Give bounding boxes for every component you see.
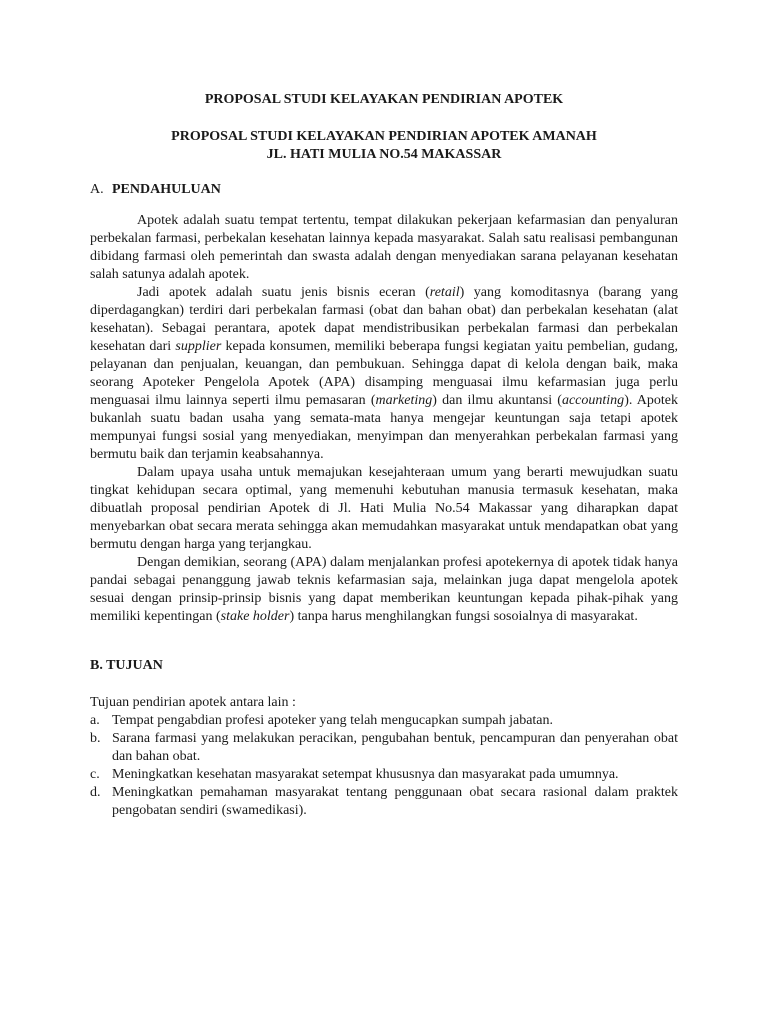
section-b-heading: B. TUJUAN bbox=[90, 658, 163, 673]
p2-italic-supplier: supplier bbox=[175, 339, 222, 354]
paragraph-3: Dalam upaya usaha untuk memajukan kesejahteraan umum yang berarti mewujudkan suatu tingkat kehidupan secara optimal, yang memenuhi kebutuhan manusia termasuk kesehatan, maka dibuatlah proposal pendirian Apotek di Jl. Hati Mulia No.54 Makassar yang diharapkan dapat menyebarkan obat secara merata sehingga akan memudahkan masyarakat untuk mendapatkan obat yang bermutu dengan harga yang terjangkau. bbox=[90, 465, 678, 552]
p2-italic-marketing: marketing bbox=[375, 393, 433, 408]
paragraph-4 bbox=[90, 554, 678, 626]
subtitle-line-2: JL. HATI MULIA NO.54 MAKASSAR bbox=[266, 147, 502, 162]
tujuan-intro: Tujuan pendirian apotek antara lain : bbox=[90, 695, 296, 710]
p2-text-2: ) yang komoditasnya (barang yang diperdagangkan) terdiri dari perbekalan farmasi (obat dan bahan obat) dan perbekalan kesehatan (alat kesehatan). Sebagai perantara, apotek dapat mendistribusikan perbekalan farmasi dan perbekalan kesehatan dari bbox=[90, 285, 678, 354]
p2-text-3: kepada konsumen, memiliki beberapa fungsi kegiatan yaitu pembelian, gudang, pelayanan dan penjualan, keuangan, dan pembukuan. Sehingga dapat di kelola dengan baik, maka seorang Apoteker Pengelola Apotek (APA) disamping menguasai ilmu kefarmasian juga perlu menguasai ilmu lainnya seperti ilmu pemasaran ( bbox=[90, 339, 678, 408]
section-a-letter: A. bbox=[90, 182, 104, 197]
p2-italic-retail: retail bbox=[429, 285, 460, 300]
p2-text-5: ). Apotek bukanlah suatu badan usaha yang semata-mata hanya mengejar keuntungan saja tetapi apotek mempunyai fungsi sosial yang menyediakan, menyimpan dan menyerahkan perbekalan farmasi yang bermutu baik dan terjamin keabsahannya. bbox=[90, 393, 678, 462]
list-item bbox=[90, 784, 678, 820]
document-title: PROPOSAL STUDI KELAYAKAN PENDIRIAN APOTEK bbox=[204, 92, 564, 107]
list-item bbox=[90, 730, 678, 766]
list-item-text: Sarana farmasi yang melakukan peracikan, pengubahan bentuk, pencampuran dan penyerahan obat dan bahan obat. bbox=[112, 731, 678, 764]
document-subtitle bbox=[0, 128, 768, 164]
section-a-body bbox=[90, 212, 678, 626]
section-a-title: PENDAHULUAN bbox=[112, 182, 221, 197]
subtitle-line-1: PROPOSAL STUDI KELAYAKAN PENDIRIAN APOTEK AMANAH bbox=[171, 129, 597, 144]
list-marker: a. bbox=[90, 713, 100, 728]
list-item-text: Meningkatkan pemahaman masyarakat tentang penggunaan obat secara rasional dalam praktek pengobatan sendiri (swamedikasi). bbox=[112, 785, 678, 818]
p4-text-1: Dengan demikian, seorang (APA) dalam menjalankan profesi apotekernya di apotek tidak hanya pandai sebagai penanggung jawab teknis kefarmasian saja, melainkan juga dapat mengelola apotek sesuai dengan prinsip-prinsip bisnis yang dapat memberikan keuntungan kepada pihak-pihak yang memiliki kepentingan ( bbox=[90, 555, 678, 624]
list-item-text: Tempat pengabdian profesi apoteker yang telah mengucapkan sumpah jabatan. bbox=[112, 713, 554, 728]
p4-italic-stake-holder: stake holder bbox=[220, 609, 290, 624]
p2-text-1: Jadi apotek adalah suatu jenis bisnis eceran ( bbox=[137, 285, 430, 300]
p2-text-4: ) dan ilmu akuntansi ( bbox=[432, 393, 562, 408]
p2-italic-accounting: accounting bbox=[561, 393, 625, 408]
list-marker: b. bbox=[90, 731, 101, 746]
list-item bbox=[90, 712, 678, 730]
paragraph-1: Apotek adalah suatu tempat tertentu, tempat dilakukan pekerjaan kefarmasian dan penyaluran perbekalan farmasi, perbekalan kesehatan lainnya kepada masyarakat. Salah satu realisasi pembangunan dibidang farmasi oleh pemerintah dan swasta adalah dengan menyediakan sarana pelayanan kesehatan salah satunya adalah apotek. bbox=[90, 213, 678, 282]
list-marker: c. bbox=[90, 767, 100, 782]
p4-text-2: ) tanpa harus menghilangkan fungsi sosoialnya di masyarakat. bbox=[289, 609, 638, 624]
list-item bbox=[90, 766, 678, 784]
list-marker: d. bbox=[90, 785, 101, 800]
tujuan-list bbox=[90, 712, 678, 820]
paragraph-2 bbox=[90, 284, 678, 464]
list-item-text: Meningkatkan kesehatan masyarakat setempat khususnya dan masyarakat pada umumnya. bbox=[112, 767, 619, 782]
section-a-heading bbox=[90, 182, 221, 198]
